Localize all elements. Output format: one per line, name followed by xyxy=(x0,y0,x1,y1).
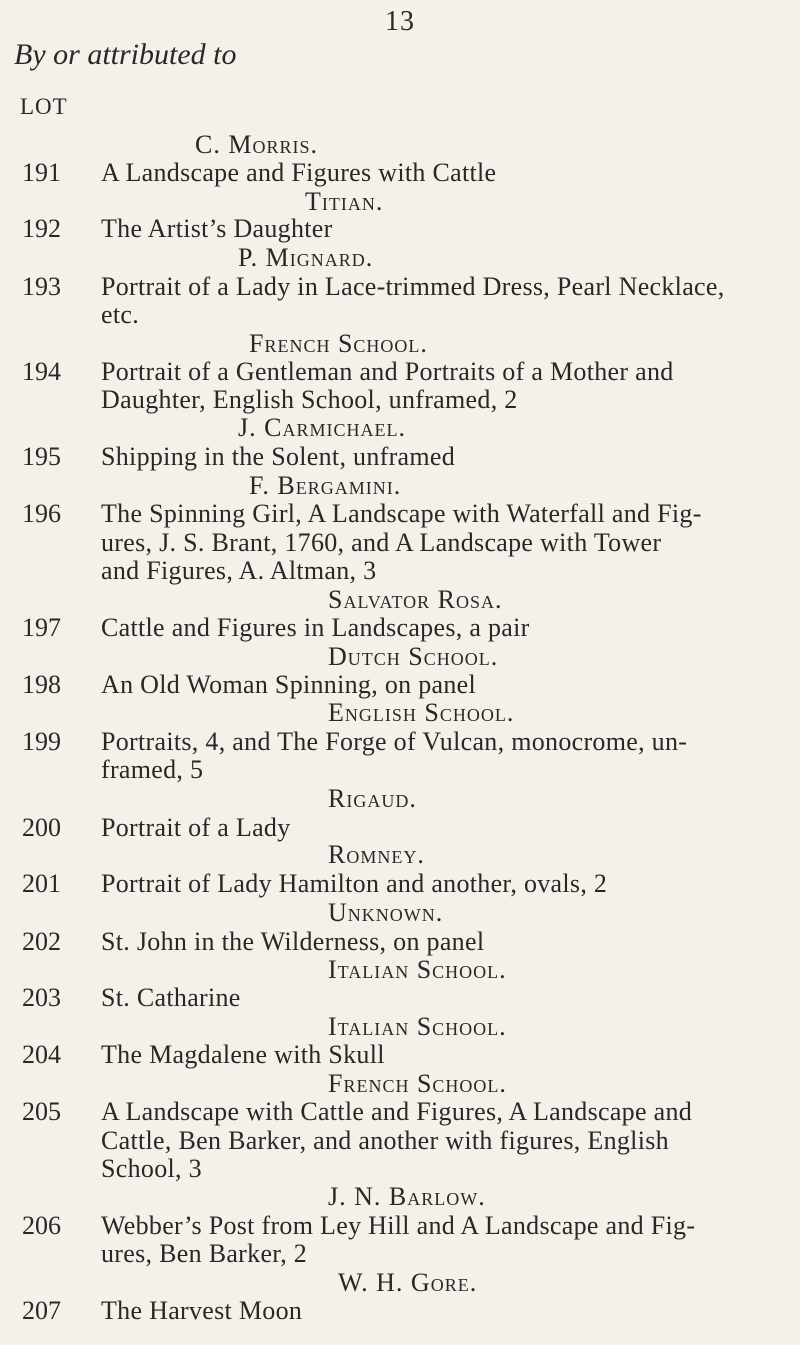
artist-attribution: Salvator Rosa. xyxy=(328,585,503,614)
lot-description-continued: etc. xyxy=(101,300,140,329)
lot-description-continued: and Figures, A. Altman, 3 xyxy=(101,556,377,585)
artist-attribution: F. Bergamini. xyxy=(249,471,402,500)
lot-description: A Landscape with Cattle and Figures, A Landscape and xyxy=(101,1097,693,1126)
lot-number: 199 xyxy=(22,727,61,756)
lot-description: The Harvest Moon xyxy=(101,1296,303,1325)
artist-attribution: W. H. Gore. xyxy=(338,1268,478,1297)
lot-description: Portrait of a Lady in Lace-trimmed Dress, Pearl Necklace, xyxy=(101,272,725,301)
lot-number: 196 xyxy=(22,499,61,528)
lot-number: 193 xyxy=(22,272,61,301)
lot-description: The Artist’s Daughter xyxy=(101,214,333,243)
artist-attribution: French School. xyxy=(249,329,428,358)
lot-description: Portrait of a Lady xyxy=(101,813,291,842)
lot-description: The Spinning Girl, A Landscape with Waterfall and Fig- xyxy=(101,499,702,528)
lot-number: 198 xyxy=(22,670,61,699)
page-number: 13 xyxy=(385,6,415,37)
lot-number: 200 xyxy=(22,813,61,842)
artist-attribution: P. Mignard. xyxy=(238,243,374,272)
lot-description-continued: School, 3 xyxy=(101,1154,202,1183)
lot-number: 204 xyxy=(22,1040,61,1069)
lot-description: St. John in the Wilderness, on panel xyxy=(101,927,485,956)
lot-row xyxy=(0,1292,800,1330)
lot-number: 206 xyxy=(22,1211,61,1240)
artist-attribution: J. N. Barlow. xyxy=(328,1182,486,1211)
lot-description-continued: Cattle, Ben Barker, and another with figures, English xyxy=(101,1126,669,1155)
lot-number: 194 xyxy=(22,357,61,386)
lot-description: Cattle and Figures in Landscapes, a pair xyxy=(101,613,530,642)
lot-description: Portrait of a Gentleman and Portraits of a Mother and xyxy=(101,357,674,386)
lot-description: Shipping in the Solent, unframed xyxy=(101,442,456,471)
artist-attribution: Italian School. xyxy=(328,1012,507,1041)
lot-description: Portrait of Lady Hamilton and another, ovals, 2 xyxy=(101,869,608,898)
lot-column-header: LOT xyxy=(20,94,68,119)
lot-number: 207 xyxy=(22,1296,61,1325)
lot-description-continued: ures, J. S. Brant, 1760, and A Landscape with Tower xyxy=(101,528,662,557)
lot-number: 192 xyxy=(22,214,61,243)
lot-description: The Magdalene with Skull xyxy=(101,1040,385,1069)
artist-attribution: Italian School. xyxy=(328,955,507,984)
lot-number: 201 xyxy=(22,869,61,898)
artist-attribution: French School. xyxy=(328,1069,507,1098)
lot-number: 205 xyxy=(22,1097,61,1126)
artist-attribution: Unknown. xyxy=(328,898,444,927)
artist-attribution: Romney. xyxy=(328,840,425,869)
lot-description: Portraits, 4, and The Forge of Vulcan, monocrome, un- xyxy=(101,727,688,756)
lot-number: 197 xyxy=(22,613,61,642)
artist-attribution: C. Morris. xyxy=(195,130,318,159)
lot-description: Webber’s Post from Ley Hill and A Landscape and Fig- xyxy=(101,1211,696,1240)
lot-description: An Old Woman Spinning, on panel xyxy=(101,670,477,699)
lot-number: 202 xyxy=(22,927,61,956)
lot-description: St. Catharine xyxy=(101,983,241,1012)
artist-attribution: Titian. xyxy=(305,187,384,216)
artist-attribution: Rigaud. xyxy=(328,784,417,813)
lot-number: 191 xyxy=(22,158,61,187)
artist-attribution: Dutch School. xyxy=(328,642,499,671)
lot-description-continued: Daughter, English School, unframed, 2 xyxy=(101,385,518,414)
lot-number: 195 xyxy=(22,442,61,471)
lot-number: 203 xyxy=(22,983,61,1012)
artist-attribution: English School. xyxy=(328,698,515,727)
lot-description-continued: framed, 5 xyxy=(101,755,204,784)
section-heading: By or attributed to xyxy=(14,38,237,71)
lot-description: A Landscape and Figures with Cattle xyxy=(101,158,497,187)
artist-attribution: J. Carmichael. xyxy=(238,413,406,442)
lot-description-continued: ures, Ben Barker, 2 xyxy=(101,1239,308,1268)
